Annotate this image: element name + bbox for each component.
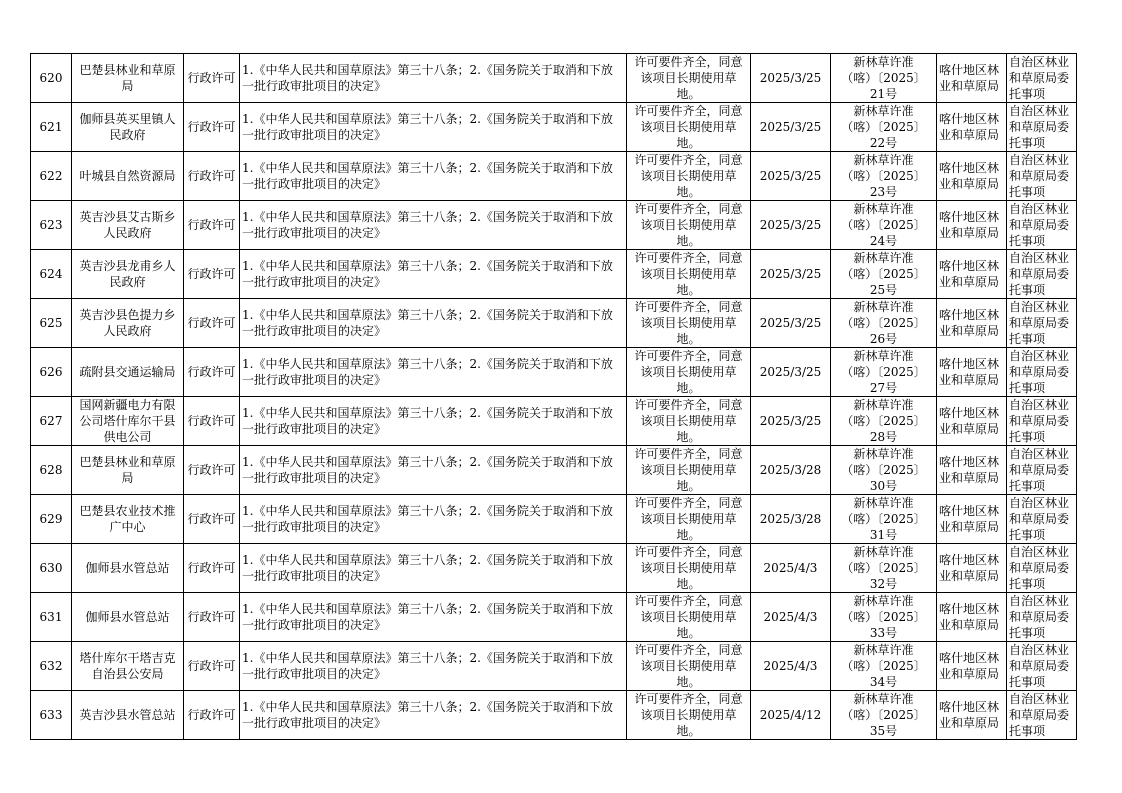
doc-number-serial: 27号 (869, 381, 898, 395)
row-department-cell: 喀什地区林业和草原局 (937, 103, 1007, 152)
doc-number-prefix: 新林草许准 (853, 447, 914, 461)
row-seq-cell: 621 (31, 103, 72, 152)
table-row (31, 103, 1077, 152)
doc-number-serial: 30号 (869, 479, 898, 493)
row-basis-cell: 1.《中华人民共和国草原法》第三十八条；2.《国务院关于取消和下放一批行政审批项目的决定》 (240, 642, 627, 691)
table-row (31, 54, 1077, 103)
doc-number-year: （喀）〔2025〕 (841, 512, 926, 526)
row-note-cell: 自治区林业和草原局委托事项 (1007, 250, 1077, 299)
row-basis-cell: 1.《中华人民共和国草原法》第三十八条；2.《国务院关于取消和下放一批行政审批项目的决定》 (240, 593, 627, 642)
row-result-cell: 许可要件齐全，同意该项目长期使用草地。 (627, 250, 751, 299)
table-row (31, 201, 1077, 250)
row-type-cell: 行政许可 (184, 495, 240, 544)
row-basis-cell: 1.《中华人民共和国草原法》第三十八条；2.《国务院关于取消和下放一批行政审批项目的决定》 (240, 103, 627, 152)
row-unit-cell: 伽师县水管总站 (72, 593, 184, 642)
row-seq-cell: 627 (31, 397, 72, 446)
row-seq-cell: 631 (31, 593, 72, 642)
doc-number-year: （喀）〔2025〕 (841, 218, 926, 232)
row-date-cell: 2025/3/25 (751, 397, 831, 446)
row-unit-cell: 英吉沙县龙甫乡人民政府 (72, 250, 184, 299)
doc-number-serial: 23号 (869, 185, 898, 199)
doc-number-prefix: 新林草许准 (853, 300, 914, 314)
permit-table-page (30, 53, 1077, 740)
doc-number-prefix: 新林草许准 (853, 251, 914, 265)
table-row (31, 446, 1077, 495)
row-type-cell: 行政许可 (184, 544, 240, 593)
doc-number-serial: 35号 (869, 724, 898, 738)
row-doc-number-cell (831, 103, 937, 152)
row-type-cell: 行政许可 (184, 299, 240, 348)
row-date-cell: 2025/3/25 (751, 103, 831, 152)
row-unit-cell: 伽师县水管总站 (72, 544, 184, 593)
doc-number-prefix: 新林草许准 (853, 202, 914, 216)
doc-number-year: （喀）〔2025〕 (841, 610, 926, 624)
row-type-cell: 行政许可 (184, 593, 240, 642)
row-type-cell: 行政许可 (184, 397, 240, 446)
row-basis-cell: 1.《中华人民共和国草原法》第三十八条；2.《国务院关于取消和下放一批行政审批项目的决定》 (240, 544, 627, 593)
table-row (31, 152, 1077, 201)
row-department-cell: 喀什地区林业和草原局 (937, 593, 1007, 642)
row-doc-number-cell (831, 54, 937, 103)
row-unit-cell: 国网新疆电力有限公司塔什库尔干县供电公司 (72, 397, 184, 446)
row-note-cell: 自治区林业和草原局委托事项 (1007, 54, 1077, 103)
row-seq-cell: 622 (31, 152, 72, 201)
table-row (31, 348, 1077, 397)
row-type-cell: 行政许可 (184, 152, 240, 201)
doc-number-year: （喀）〔2025〕 (841, 708, 926, 722)
doc-number-prefix: 新林草许准 (853, 643, 914, 657)
row-date-cell: 2025/3/25 (751, 152, 831, 201)
row-doc-number-cell (831, 446, 937, 495)
row-date-cell: 2025/4/3 (751, 642, 831, 691)
row-result-cell: 许可要件齐全，同意该项目长期使用草地。 (627, 103, 751, 152)
row-doc-number-cell (831, 691, 937, 740)
table-row (31, 642, 1077, 691)
row-seq-cell: 626 (31, 348, 72, 397)
doc-number-year: （喀）〔2025〕 (841, 120, 926, 134)
row-type-cell: 行政许可 (184, 201, 240, 250)
doc-number-serial: 32号 (869, 577, 898, 591)
row-result-cell: 许可要件齐全，同意该项目长期使用草地。 (627, 691, 751, 740)
row-seq-cell: 620 (31, 54, 72, 103)
row-note-cell: 自治区林业和草原局委托事项 (1007, 642, 1077, 691)
row-note-cell: 自治区林业和草原局委托事项 (1007, 691, 1077, 740)
row-type-cell: 行政许可 (184, 348, 240, 397)
doc-number-serial: 34号 (869, 675, 898, 689)
row-result-cell: 许可要件齐全，同意该项目长期使用草地。 (627, 201, 751, 250)
row-result-cell: 许可要件齐全，同意该项目长期使用草地。 (627, 593, 751, 642)
row-doc-number-cell (831, 250, 937, 299)
row-unit-cell: 伽师县英买里镇人民政府 (72, 103, 184, 152)
row-seq-cell: 628 (31, 446, 72, 495)
row-type-cell: 行政许可 (184, 691, 240, 740)
row-doc-number-cell (831, 299, 937, 348)
row-note-cell: 自治区林业和草原局委托事项 (1007, 593, 1077, 642)
table-row (31, 250, 1077, 299)
doc-number-serial: 26号 (869, 332, 898, 346)
row-unit-cell: 巴楚县林业和草原局 (72, 446, 184, 495)
row-seq-cell: 625 (31, 299, 72, 348)
row-basis-cell: 1.《中华人民共和国草原法》第三十八条；2.《国务院关于取消和下放一批行政审批项目的决定》 (240, 348, 627, 397)
row-date-cell: 2025/3/25 (751, 201, 831, 250)
doc-number-year: （喀）〔2025〕 (841, 659, 926, 673)
row-basis-cell: 1.《中华人民共和国草原法》第三十八条；2.《国务院关于取消和下放一批行政审批项目的决定》 (240, 495, 627, 544)
doc-number-serial: 25号 (869, 283, 898, 297)
row-unit-cell: 英吉沙县艾古斯乡人民政府 (72, 201, 184, 250)
row-type-cell: 行政许可 (184, 642, 240, 691)
row-type-cell: 行政许可 (184, 250, 240, 299)
table-row (31, 397, 1077, 446)
row-result-cell: 许可要件齐全，同意该项目长期使用草地。 (627, 495, 751, 544)
row-unit-cell: 巴楚县林业和草原局 (72, 54, 184, 103)
row-basis-cell: 1.《中华人民共和国草原法》第三十八条；2.《国务院关于取消和下放一批行政审批项目的决定》 (240, 54, 627, 103)
row-doc-number-cell (831, 348, 937, 397)
doc-number-prefix: 新林草许准 (853, 55, 914, 69)
row-department-cell: 喀什地区林业和草原局 (937, 397, 1007, 446)
row-type-cell: 行政许可 (184, 103, 240, 152)
doc-number-year: （喀）〔2025〕 (841, 463, 926, 477)
row-result-cell: 许可要件齐全，同意该项目长期使用草地。 (627, 446, 751, 495)
row-department-cell: 喀什地区林业和草原局 (937, 201, 1007, 250)
doc-number-serial: 28号 (869, 430, 898, 444)
row-doc-number-cell (831, 397, 937, 446)
row-seq-cell: 632 (31, 642, 72, 691)
row-note-cell: 自治区林业和草原局委托事项 (1007, 495, 1077, 544)
row-department-cell: 喀什地区林业和草原局 (937, 152, 1007, 201)
row-department-cell: 喀什地区林业和草原局 (937, 348, 1007, 397)
row-basis-cell: 1.《中华人民共和国草原法》第三十八条；2.《国务院关于取消和下放一批行政审批项目的决定》 (240, 250, 627, 299)
doc-number-serial: 24号 (869, 234, 898, 248)
doc-number-year: （喀）〔2025〕 (841, 267, 926, 281)
row-unit-cell: 英吉沙县色提力乡人民政府 (72, 299, 184, 348)
doc-number-serial: 31号 (869, 528, 898, 542)
row-date-cell: 2025/3/28 (751, 495, 831, 544)
doc-number-prefix: 新林草许准 (853, 692, 914, 706)
permit-table (30, 53, 1077, 740)
row-result-cell: 许可要件齐全，同意该项目长期使用草地。 (627, 54, 751, 103)
row-department-cell: 喀什地区林业和草原局 (937, 446, 1007, 495)
doc-number-year: （喀）〔2025〕 (841, 316, 926, 330)
table-row (31, 544, 1077, 593)
row-note-cell: 自治区林业和草原局委托事项 (1007, 201, 1077, 250)
table-row (31, 299, 1077, 348)
row-result-cell: 许可要件齐全，同意该项目长期使用草地。 (627, 299, 751, 348)
doc-number-year: （喀）〔2025〕 (841, 414, 926, 428)
row-unit-cell: 疏附县交通运输局 (72, 348, 184, 397)
row-department-cell: 喀什地区林业和草原局 (937, 54, 1007, 103)
doc-number-prefix: 新林草许准 (853, 398, 914, 412)
doc-number-year: （喀）〔2025〕 (841, 561, 926, 575)
row-note-cell: 自治区林业和草原局委托事项 (1007, 152, 1077, 201)
row-result-cell: 许可要件齐全，同意该项目长期使用草地。 (627, 152, 751, 201)
doc-number-serial: 33号 (869, 626, 898, 640)
doc-number-year: （喀）〔2025〕 (841, 169, 926, 183)
row-doc-number-cell (831, 642, 937, 691)
row-department-cell: 喀什地区林业和草原局 (937, 299, 1007, 348)
doc-number-serial: 21号 (869, 87, 898, 101)
row-type-cell: 行政许可 (184, 446, 240, 495)
row-note-cell: 自治区林业和草原局委托事项 (1007, 348, 1077, 397)
row-basis-cell: 1.《中华人民共和国草原法》第三十八条；2.《国务院关于取消和下放一批行政审批项目的决定》 (240, 397, 627, 446)
row-doc-number-cell (831, 495, 937, 544)
row-note-cell: 自治区林业和草原局委托事项 (1007, 103, 1077, 152)
row-type-cell: 行政许可 (184, 54, 240, 103)
row-date-cell: 2025/3/25 (751, 299, 831, 348)
table-row (31, 691, 1077, 740)
table-row (31, 593, 1077, 642)
row-note-cell: 自治区林业和草原局委托事项 (1007, 544, 1077, 593)
row-unit-cell: 叶城县自然资源局 (72, 152, 184, 201)
doc-number-prefix: 新林草许准 (853, 545, 914, 559)
row-unit-cell: 塔什库尔干塔吉克自治县公安局 (72, 642, 184, 691)
row-doc-number-cell (831, 201, 937, 250)
row-result-cell: 许可要件齐全，同意该项目长期使用草地。 (627, 397, 751, 446)
doc-number-prefix: 新林草许准 (853, 104, 914, 118)
row-date-cell: 2025/3/25 (751, 348, 831, 397)
doc-number-year: （喀）〔2025〕 (841, 71, 926, 85)
row-department-cell: 喀什地区林业和草原局 (937, 642, 1007, 691)
doc-number-prefix: 新林草许准 (853, 349, 914, 363)
row-date-cell: 2025/3/25 (751, 250, 831, 299)
row-seq-cell: 623 (31, 201, 72, 250)
row-doc-number-cell (831, 544, 937, 593)
permit-table-body (31, 54, 1077, 740)
table-row (31, 495, 1077, 544)
doc-number-year: （喀）〔2025〕 (841, 365, 926, 379)
row-date-cell: 2025/3/28 (751, 446, 831, 495)
row-seq-cell: 633 (31, 691, 72, 740)
doc-number-prefix: 新林草许准 (853, 594, 914, 608)
doc-number-prefix: 新林草许准 (853, 153, 914, 167)
row-date-cell: 2025/3/25 (751, 54, 831, 103)
row-unit-cell: 巴楚县农业技术推广中心 (72, 495, 184, 544)
row-doc-number-cell (831, 152, 937, 201)
row-doc-number-cell (831, 593, 937, 642)
row-basis-cell: 1.《中华人民共和国草原法》第三十八条；2.《国务院关于取消和下放一批行政审批项目的决定》 (240, 299, 627, 348)
row-department-cell: 喀什地区林业和草原局 (937, 544, 1007, 593)
row-seq-cell: 630 (31, 544, 72, 593)
row-basis-cell: 1.《中华人民共和国草原法》第三十八条；2.《国务院关于取消和下放一批行政审批项目的决定》 (240, 201, 627, 250)
row-basis-cell: 1.《中华人民共和国草原法》第三十八条；2.《国务院关于取消和下放一批行政审批项目的决定》 (240, 446, 627, 495)
row-basis-cell: 1.《中华人民共和国草原法》第三十八条；2.《国务院关于取消和下放一批行政审批项目的决定》 (240, 152, 627, 201)
doc-number-prefix: 新林草许准 (853, 496, 914, 510)
row-department-cell: 喀什地区林业和草原局 (937, 495, 1007, 544)
row-note-cell: 自治区林业和草原局委托事项 (1007, 299, 1077, 348)
row-note-cell: 自治区林业和草原局委托事项 (1007, 446, 1077, 495)
row-note-cell: 自治区林业和草原局委托事项 (1007, 397, 1077, 446)
row-date-cell: 2025/4/12 (751, 691, 831, 740)
row-result-cell: 许可要件齐全，同意该项目长期使用草地。 (627, 544, 751, 593)
row-date-cell: 2025/4/3 (751, 593, 831, 642)
row-department-cell: 喀什地区林业和草原局 (937, 691, 1007, 740)
row-unit-cell: 英吉沙县水管总站 (72, 691, 184, 740)
doc-number-serial: 22号 (869, 136, 898, 150)
row-seq-cell: 624 (31, 250, 72, 299)
row-department-cell: 喀什地区林业和草原局 (937, 250, 1007, 299)
row-basis-cell: 1.《中华人民共和国草原法》第三十八条；2.《国务院关于取消和下放一批行政审批项目的决定》 (240, 691, 627, 740)
row-result-cell: 许可要件齐全，同意该项目长期使用草地。 (627, 642, 751, 691)
row-result-cell: 许可要件齐全，同意该项目长期使用草地。 (627, 348, 751, 397)
row-date-cell: 2025/4/3 (751, 544, 831, 593)
row-seq-cell: 629 (31, 495, 72, 544)
